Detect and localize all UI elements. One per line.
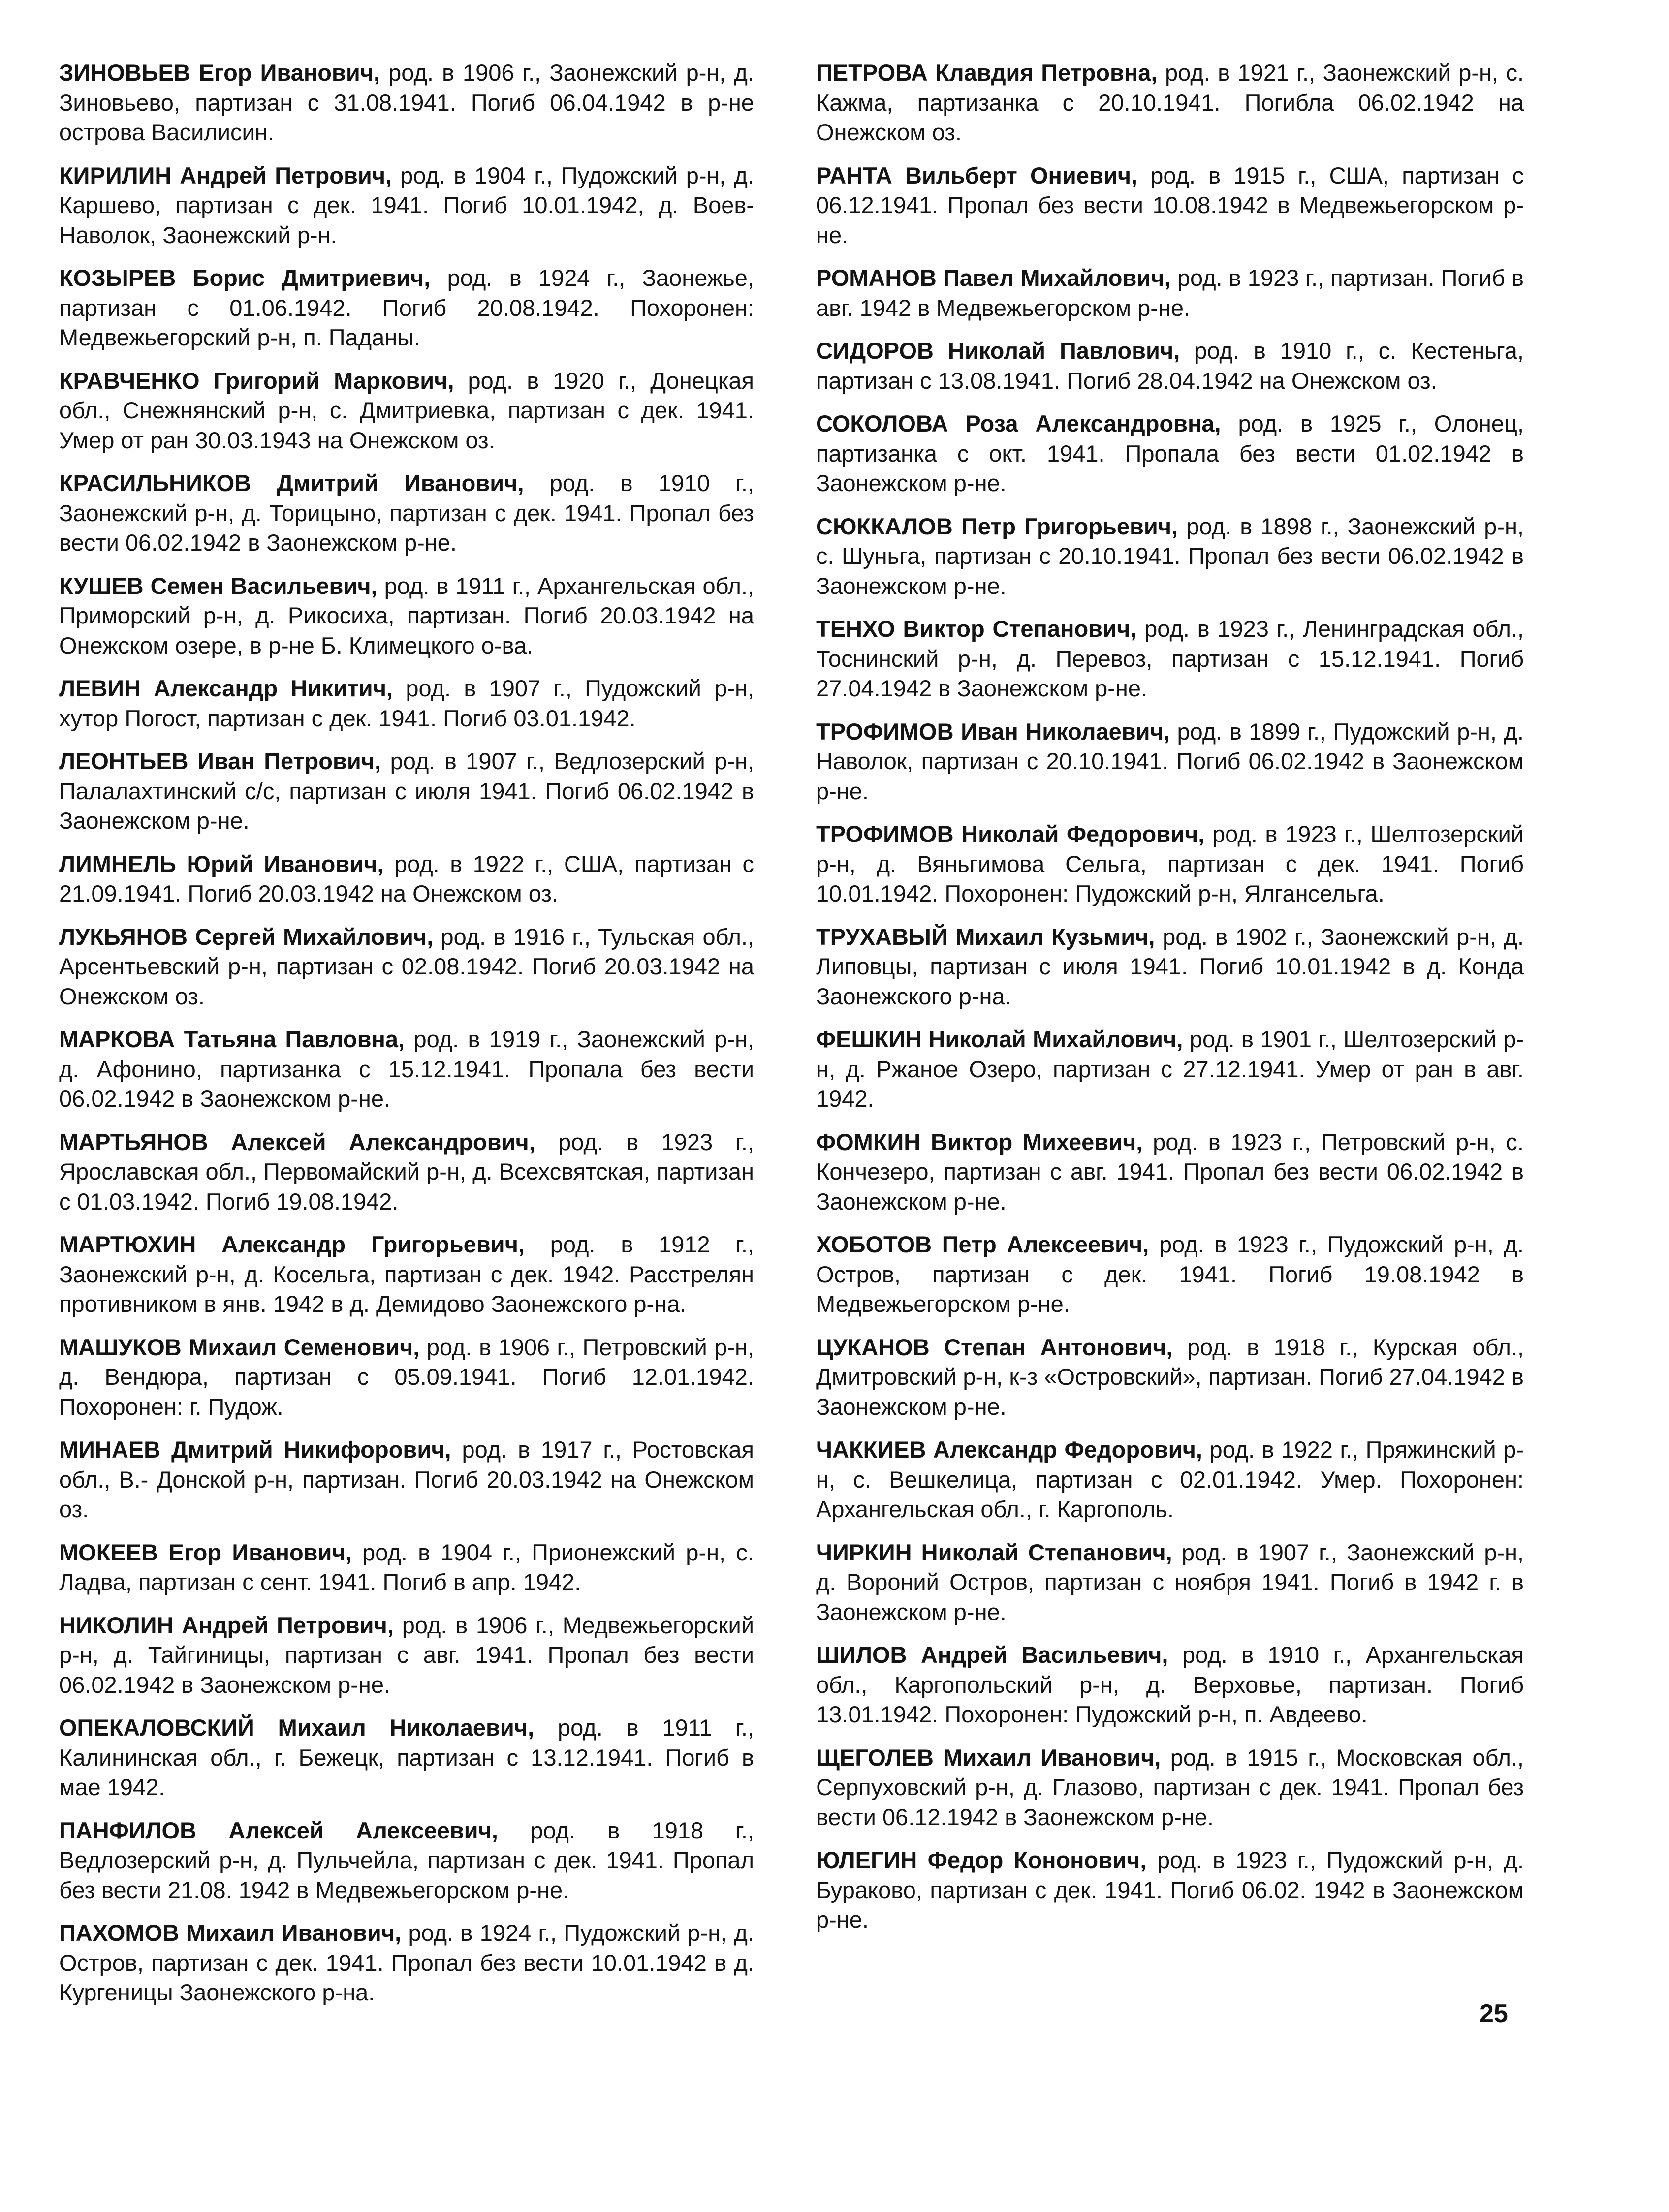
entry-text: род. в 1904 г., Прионежский р-н, с. Ладва, партизан с сент. 1941. Погиб в апр. 1942. [59, 1539, 754, 1595]
entry-name: МАРКОВА Татьяна Павловна, [59, 1026, 405, 1052]
entry [59, 161, 754, 250]
entry-text: род. в 1918 г., Ведлозерский р-н, д. Пульчейла, партизан с дек. 1941. Пропал без вести 21.08. 1942 в Медвежьегорском р-не. [59, 1817, 754, 1903]
entry-name: МАРТЮХИН Александр Григорьевич, [59, 1231, 525, 1257]
entry-name: ШИЛОВ Андрей Васильевич, [816, 1642, 1168, 1668]
entry-text: род. в 1915 г., США, партизан с 06.12.1941. Пропал без вести 10.08.1942 в Медвежьегорском р-не. [816, 162, 1524, 248]
entry-text: род. в 1912 г., Заонежский р-н, д. Косельга, партизан с дек. 1942. Расстрелян противником в янв. 1942 в д. Демидово Заонежского р-на. [59, 1231, 755, 1317]
entry-name: ЦУКАНОВ Степан Антонович, [816, 1334, 1173, 1360]
entry-name: ЩЕГОЛЕВ Михаил Иванович, [816, 1744, 1161, 1771]
entry-text: род. в 1917 г., Ростовская обл., В.- Донской р-н, партизан. Погиб 20.03.1942 на Онежском оз. [59, 1436, 754, 1522]
entry-name: КУШЕВ Семен Васильевич, [59, 572, 378, 599]
entry-text: род. в 1904 г., Пудожский р-н, д. Каршево, партизан с дек. 1941. Погиб 10.01.1942, д. Воев-Наволок, Заонежский р-н. [59, 162, 754, 248]
entry [816, 1845, 1524, 1935]
entry [816, 263, 1524, 323]
entry [816, 58, 1524, 148]
entry [59, 1918, 754, 2008]
entry-text: род. в 1923 г., Пудожский р-н, д. Бураково, партизан с дек. 1941. Погиб 06.02. 1942 в Заонежском р-не. [816, 1847, 1524, 1932]
entry [59, 747, 754, 836]
entry-name: СЮККАЛОВ Петр Григорьевич, [816, 513, 1178, 539]
entry-text: род. в 1916 г., Тульская обл., Арсентьевский р-н, партизан с 02.08.1942. Погиб 20.03.1942 на Онежском оз. [59, 923, 755, 1009]
entry-text: род. в 1922 г., США, партизан с 21.09.1941. Погиб 20.03.1942 на Онежском оз. [59, 850, 755, 906]
entry-text: род. в 1921 г., Заонежский р-н, с. Кажма, партизанка с 20.10.1941. Погибла 06.02.1942 на Онежском оз. [816, 60, 1524, 145]
entry-name: ЛИМНЕЛЬ Юрий Иванович, [59, 850, 384, 877]
entry-name: ЛЕОНТЬЕВ Иван Петрович, [59, 748, 381, 774]
entry-text: род. в 1918 г., Курская обл., Дмитровский р-н, к-з «Островский», партизан. Погиб 27.04.1942 в Заонежском р-не. [816, 1334, 1524, 1420]
entry [59, 263, 754, 353]
entry-name: МИНАЕВ Дмитрий Никифорович, [59, 1436, 451, 1463]
entry-text: род. в 1924 г., Пудожский р-н, д. Остров, партизан с дек. 1941. Пропал без вести 10.01.1942 в д. Кургеницы Заонежского р-на. [59, 1920, 754, 2005]
entry [816, 512, 1524, 601]
entry [816, 922, 1524, 1012]
entry-name: ЛЕВИН Александр Никитич, [59, 675, 393, 701]
entry [816, 1640, 1524, 1730]
entry [59, 58, 754, 148]
entry-text: род. в 1901 г., Шелтозерский р-н, д. Ржаное Озеро, партизан с 27.12.1941. Умер от ран в авг. 1942. [816, 1026, 1524, 1112]
entry-name: КИРИЛИН Андрей Петрович, [59, 162, 392, 188]
entry [59, 468, 754, 558]
entry-name: ЧАККИЕВ Александр Федорович, [816, 1436, 1202, 1463]
entry-name: ПАНФИЛОВ Алексей Алексеевич, [59, 1817, 498, 1843]
entry-name: ТРОФИМОВ Иван Николаевич, [816, 718, 1170, 745]
entry-name: ФЕШКИН Николай Михайлович, [816, 1026, 1183, 1052]
entry-name: НИКОЛИН Андрей Петрович, [59, 1612, 394, 1638]
page-number: 25 [1480, 1999, 1508, 2028]
entry-name: ЮЛЕГИН Федор Кононович, [816, 1847, 1147, 1873]
entry-name: РОМАНОВ Павел Михайлович, [816, 265, 1171, 291]
entry-text: род. в 1923 г., Ярославская обл., Первомайский р-н, д. Всехсвятская, партизан с 01.03.1942. Погиб 19.08.1942. [59, 1128, 754, 1215]
entry-text: род. в 1923 г., Шелтозерский р-н, д. Вяньгимова Сельга, партизан с дек. 1941. Погиб 10.01.1942. Похоронен: Пудожский р-н, Ялгансельга. [816, 821, 1524, 906]
entry-text: род. в 1922 г., Пряжинский р-н, с. Вешкелица, партизан с 02.01.1942. Умер. Похоронен: Архангельская обл., г. Каргополь. [816, 1436, 1524, 1522]
entry-name: МАРТЬЯНОВ Алексей Александрович, [59, 1128, 535, 1155]
entry-text: род. в 1911 г., Архангельская обл., Приморский р-н, д. Рикосиха, партизан. Погиб 20.03.1942 на Онежском озере, в р-не Б. Климецкого о-ва. [59, 572, 755, 658]
entry [59, 1127, 754, 1217]
entry-name: ТРУХАВЫЙ Михаил Кузьмич, [816, 923, 1155, 950]
entry [816, 1230, 1524, 1319]
entry [816, 161, 1524, 250]
entry [816, 1333, 1524, 1422]
entry [59, 571, 754, 661]
entry [59, 1538, 754, 1597]
entry [59, 674, 754, 733]
entry [59, 1611, 754, 1700]
entry-name: МОКЕЕВ Егор Иванович, [59, 1539, 352, 1565]
entry-name: СОКОЛОВА Роза Александровна, [816, 410, 1221, 436]
entry-text: род. в 1907 г., Пудожский р-н, хутор Погост, партизан с дек. 1941. Погиб 03.01.1942. [59, 675, 755, 731]
entry [59, 1230, 754, 1319]
entry [816, 614, 1524, 704]
entry-text: род. в 1906 г., Медвежьегорский р-н, д. Тайгиницы, партизан с авг. 1941. Пропал без вести 06.02.1942 в Заонежском р-не. [59, 1612, 754, 1698]
entry [59, 1333, 754, 1422]
entry [59, 849, 754, 909]
entry-text: род. в 1907 г., Заонежский р-н, д. Вороний Остров, партизан с ноября 1941. Погиб в 1942 г. в Заонежском р-не. [816, 1539, 1524, 1625]
entry-text: род. в 1924 г., Заонежье, партизан с 01.06.1942. Погиб 20.08.1942. Похоронен: Медвежьегорский р-н, п. Паданы. [59, 265, 754, 350]
entry-text: род. в 1919 г., Заонежский р-н, д. Афонино, партизанка с 15.12.1941. Пропала без вести 06.02.1942 в Заонежском р-не. [59, 1026, 755, 1112]
entry-text: род. в 1899 г., Пудожский р-н, д. Наволок, партизан с 20.10.1941. Погиб 06.02.1942 в Заонежском р-не. [816, 718, 1524, 804]
entry [59, 1435, 754, 1525]
entry-name: ТЕНХО Виктор Степанович, [816, 616, 1137, 642]
entry-name: МАШУКОВ Михаил Семенович, [59, 1334, 420, 1360]
entry-name: ЛУКЬЯНОВ Сергей Михайлович, [59, 923, 434, 950]
entry-name: КОЗЫРЕВ Борис Дмитриевич, [59, 265, 431, 291]
entry-text: род. в 1911 г., Калининская обл., г. Бежецк, партизан с 13.12.1941. Погиб в мае 1942. [59, 1714, 754, 1800]
entry [816, 336, 1524, 396]
entry-name: ЗИНОВЬЕВ Егор Иванович, [59, 60, 380, 86]
entry-text: род. в 1910 г., Заонежский р-н, д. Торицыно, партизан с дек. 1941. Пропал без вести 06.02.1942 в Заонежском р-не. [59, 470, 755, 556]
entry-text: род. в 1923 г., партизан. Погиб в авг. 1942 в Медвежьегорском р-не. [816, 265, 1524, 321]
entry-name: КРАВЧЕНКО Григорий Маркович, [59, 367, 454, 394]
left-column [59, 58, 754, 2021]
entry-name: ТРОФИМОВ Николай Федорович, [816, 821, 1205, 847]
entry [816, 1743, 1524, 1833]
entry-name: ЧИРКИН Николай Степанович, [816, 1539, 1172, 1565]
entry-text: род. в 1923 г., Петровский р-н, с. Кончезеро, партизан с авг. 1941. Пропал без вести 06.02.1942 в Заонежском р-не. [816, 1128, 1524, 1215]
entry [816, 1127, 1524, 1217]
entry-text: род. в 1910 г., с. Кестеньга, партизан с 13.08.1941. Погиб 28.04.1942 на Онежском оз. [816, 338, 1524, 394]
entry [59, 1816, 754, 1905]
entry [816, 1025, 1524, 1114]
entry-text: род. в 1923 г., Пудожский р-н, д. Остров, партизан с дек. 1941. Погиб 19.08.1942 в Медвежьегорском р-не. [816, 1231, 1524, 1317]
entry [59, 1713, 754, 1803]
entry [816, 1538, 1524, 1627]
entry-name: СИДОРОВ Николай Павлович, [816, 338, 1180, 364]
entry-text: род. в 1907 г., Ведлозерский р-н, Палалахтинский с/с, партизан с июля 1941. Погиб 06.02.1942 в Заонежском р-не. [59, 748, 755, 834]
entry-name: ПАХОМОВ Михаил Иванович, [59, 1920, 402, 1946]
entry-text: род. в 1920 г., Донецкая обл., Снежнянский р-н, с. Дмитриевка, партизан с дек. 1941. Умер от ран 30.03.1943 на Онежском оз. [59, 367, 754, 453]
entry [59, 366, 754, 456]
entry-name: ПЕТРОВА Клавдия Петровна, [816, 60, 1158, 86]
entry-text: род. в 1923 г., Ленинградская обл., Тоснинский р-н, д. Перевоз, партизан с 15.12.1941. Погиб 27.04.1942 в Заонежском р-не. [816, 616, 1524, 701]
entry [816, 819, 1524, 909]
right-column [816, 58, 1524, 1948]
entry-name: ХОБОТОВ Петр Алексеевич, [816, 1231, 1149, 1257]
entry-name: КРАСИЛЬНИКОВ Дмитрий Иванович, [59, 470, 524, 496]
entry [816, 1435, 1524, 1525]
entry-text: род. в 1906 г., Заонежский р-н, д. Зиновьево, партизан с 31.08.1941. Погиб 06.04.1942 в р-не острова Василисин. [59, 60, 754, 145]
entry-name: РАНТА Вильберт Ониевич, [816, 162, 1138, 188]
entry-name: ОПЕКАЛОВСКИЙ Михаил Николаевич, [59, 1714, 535, 1741]
entry-text: род. в 1915 г., Московская обл., Серпуховский р-н, д. Глазово, партизан с дек. 1941. Пропал без вести 06.12.1942 в Заонежском р-не. [816, 1744, 1524, 1830]
entry-text: род. в 1902 г., Заонежский р-н, д. Липовцы, партизан с июля 1941. Погиб 10.01.1942 в д. Конда Заонежского р-на. [816, 923, 1524, 1009]
entry-name: ФОМКИН Виктор Михеевич, [816, 1128, 1143, 1155]
entry-text: род. в 1898 г., Заонежский р-н, с. Шуньга, партизан с 20.10.1941. Пропал без вести 06.02.1942 в Заонежском р-не. [816, 513, 1524, 599]
entry-text: род. в 1910 г., Архангельская обл., Каргопольский р-н, д. Верховье, партизан. Погиб 13.01.1942. Похоронен: Пудожский р-н, п. Авдеево. [816, 1642, 1524, 1727]
entry-text: род. в 1906 г., Петровский р-н, д. Вендюра, партизан с 05.09.1941. Погиб 12.01.1942. Похоронен: г. Пудож. [59, 1334, 754, 1420]
entry [59, 1025, 754, 1114]
entry [816, 409, 1524, 498]
entry-text: род. в 1925 г., Олонец, партизанка с окт. 1941. Пропала без вести 01.02.1942 в Заонежском р-не. [816, 410, 1524, 496]
entry [816, 717, 1524, 807]
entry [59, 922, 754, 1012]
